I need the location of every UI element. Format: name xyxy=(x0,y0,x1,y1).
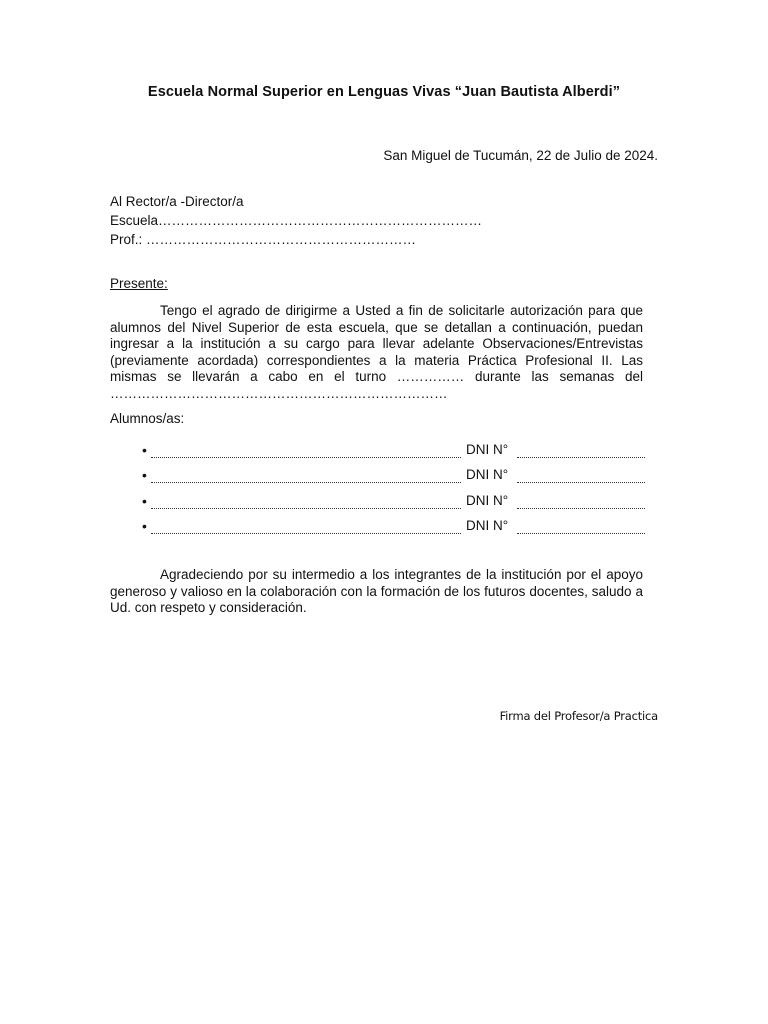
bullet-icon: • xyxy=(142,493,147,509)
addressee-school: Escuela……………………………………………………………… xyxy=(110,213,483,228)
dni-line xyxy=(517,533,645,534)
school-title: Escuela Normal Superior en Lenguas Vivas “Juan Bautista Alberdi” xyxy=(147,84,621,100)
student-name-line xyxy=(151,457,461,458)
bullet-icon: • xyxy=(142,518,147,534)
dni-label: DNI N° xyxy=(466,442,509,457)
students-label: Alumnos/as: xyxy=(110,411,185,426)
dni-line xyxy=(517,508,645,509)
bullet-icon: • xyxy=(142,442,147,458)
request-paragraph: Tengo el agrado de dirigirme a Usted a fin de solicitarle autorización para que alumnos del Nivel Superior de esta escuela, que se detallan a continuación, puedan ingresar a la institución a su cargo para llevar adelante Observaciones/Entrevistas (previamente acordada) correspondientes a la materia Práctica Profesional II. Las mismas se llevarán a cabo en el turno …………… durante las semanas del ………………………………………………………………… xyxy=(110,303,643,401)
dni-line xyxy=(517,457,645,458)
dni-label: DNI N° xyxy=(466,518,509,533)
student-row xyxy=(142,440,646,460)
student-row xyxy=(142,465,646,485)
closing-paragraph: Agradeciendo por su intermedio a los integrantes de la institución por el apoyo generoso y valioso en la colaboración con la formación de los futuros docentes, saludo a Ud. con respeto y consideración. xyxy=(110,567,643,615)
addressee-rector: Al Rector/a -Director/a xyxy=(110,194,244,209)
salutation: Presente: xyxy=(110,276,168,291)
student-name-line xyxy=(151,508,461,509)
student-row xyxy=(142,491,646,511)
dni-label: DNI N° xyxy=(466,493,509,508)
dni-line xyxy=(517,482,645,483)
student-row xyxy=(142,516,646,536)
date-line: San Miguel de Tucumán, 22 de Julio de 2024. xyxy=(383,148,658,163)
signature-label: Firma del Profesor/a Practica xyxy=(499,709,658,723)
bullet-icon: • xyxy=(142,467,147,483)
dni-label: DNI N° xyxy=(466,467,509,482)
student-name-line xyxy=(151,482,461,483)
student-name-line xyxy=(151,533,461,534)
addressee-prof: Prof.: …………………………………………………… xyxy=(110,232,417,247)
